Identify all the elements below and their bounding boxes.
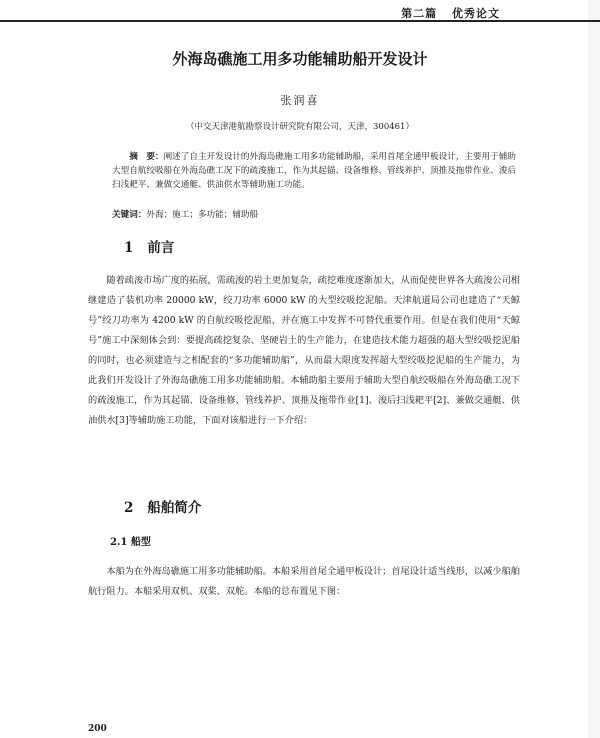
running-head [391, 5, 500, 21]
running-head-chapter: 第二篇 [401, 7, 438, 20]
keywords-block [112, 208, 522, 222]
page-number: 200 [88, 724, 107, 734]
paper-title: 外海岛礁施工用多功能辅助船开发设计 [172, 50, 428, 68]
section-number: 1 [124, 240, 134, 256]
running-head-section: 优秀论文 [452, 7, 500, 20]
section-title: 船舶简介 [147, 500, 202, 516]
author-name: 张润喜 [280, 94, 320, 107]
section-number: 2 [124, 500, 134, 516]
paragraph-text: 随着疏浚市场广度的拓展，需疏浚的岩土更加复杂，疏挖难度逐渐加大，从而促使世界各大疏浚公司相继建造了装机功率 20000 kW，绞刀功率 6000 kW 的大型绞吸挖泥船。天津航道局公司也建造了“天鲸号”绞刀功率为 4200 kW 的自航绞吸挖泥船，并在施工中发挥不可替代重要作用。但是在我们使用“天鲸号”施工中深刻体会到：要提高疏挖复杂、坚硬岩土的生产能力，在建造技术能力超强的超大型绞吸挖泥船的同时，也必须建造与之相配套的“多功能辅助船”，从而最大限度发挥超大型绞吸挖泥船的生产能力，为此我们开发设计了外海岛礁施工用多功能辅助船。本辅助船主要用于辅助大型自航绞吸船在外海岛礁工况下的疏浚施工，作为其起锚、设备维修、管线养护、顶推及拖带作业[1]、浚后扫浅耙平[2]、兼做交通艇、供油供水[3]等辅助施工功能，下面对该船进行一下介绍： [88, 275, 520, 426]
scan-margin [588, 0, 600, 738]
section-heading-ship-overview [124, 496, 201, 516]
introduction-paragraph [88, 271, 520, 431]
subsection-number: 2.1 [110, 537, 128, 548]
abstract-block [112, 150, 522, 192]
abstract-label: 摘 要： [129, 152, 164, 162]
subsection-title: 船型 [130, 537, 151, 548]
section-heading-introduction [124, 236, 174, 256]
author-affiliation: （中交天津港航勘察设计研究院有限公司，天津，300461） [186, 122, 414, 132]
section-title: 前言 [147, 240, 175, 256]
keywords-label: 关键词： [112, 210, 147, 220]
abstract-text: 阐述了自主开发设计的外海岛礁施工用多功能辅助船，采用首尾全通甲板设计，主要用于辅助大型自航绞吸船在外海岛礁工况下的疏浚施工，作为其起锚、设备维修、管线养护、顶推及拖带作业、浚后扫浅耙平、兼做交通艇、供油供水等辅助施工功能。 [112, 152, 516, 190]
subsection-heading-ship-type [110, 533, 151, 548]
paragraph-text: 本船为在外海岛礁施工用多功能辅助船。本船采用首尾全通甲板设计；首尾设计适当线形，以减少船舶航行阻力。本船采用双机、双桨、双舵。本船的总布置见下图： [88, 566, 520, 597]
keywords-text: 外海；施工；多功能；辅助船 [146, 210, 259, 220]
header-rule [0, 20, 600, 22]
ship-type-paragraph [88, 562, 520, 602]
